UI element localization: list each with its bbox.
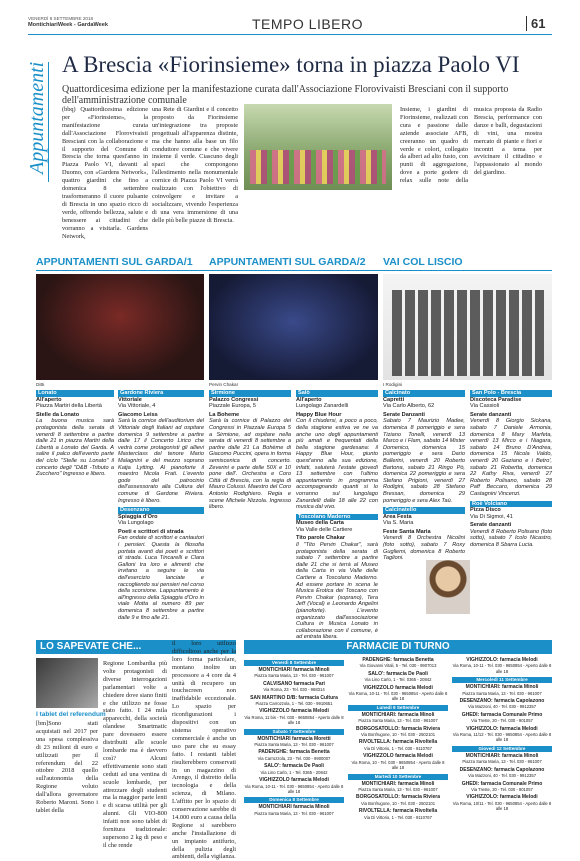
photo-garda2 xyxy=(209,274,378,380)
listing-col-2 xyxy=(118,390,204,621)
listing-event: Giacomo Leiss xyxy=(118,411,158,418)
pharmacy-day: Sabato 7 Settembre xyxy=(244,729,344,735)
pharmacy-address: Via Roma, 11 bis - Tel. 030 - 9650854 - Aperto dalle 8 alle 18 xyxy=(244,714,344,726)
listing-event-2: Tito parole Chakar xyxy=(296,535,346,542)
listing-venue: Vittoriale xyxy=(118,396,142,403)
pharmacy-name: GHEDI: farmacia Comunale Primo xyxy=(461,711,543,718)
pharmacy-day: Mercoledì 11 Settembre xyxy=(452,677,552,683)
pharmacy-address: Via Roma, 10/11 - Tel. 030 - 9650854 - Aperto dalle 8 alle 18 xyxy=(452,800,552,812)
listing-town-2: Desenzano xyxy=(118,507,204,514)
section-rule xyxy=(36,270,552,271)
listing-addr: Piazza Martiri della Libertà xyxy=(36,403,102,410)
farmacie-col-2 xyxy=(348,658,448,823)
listing-addr-2: Via Di Sigmoi, 41 xyxy=(470,513,513,520)
listing-town: Salò xyxy=(296,390,378,397)
pharmacy-name: VIGHIZZOLO: farmacia Melodi xyxy=(466,657,538,663)
listing-text: Sarà la cornice di Palazzo dei Congressi in Piazzale Europa 5 a Sirmione, ad ospitare nella serata di venerdì 8 settembre a partire dalle 21 La Bohème di Giacomo Puccini, opera in forma semiscenica di concerto. Zeverini e parte delle 50X e 10 pone dell'. Orchestra e Coro Città di Brescia, con la regia di Mauro Colussi. Maestro del Coro Antonio Rodighiero. Regia e scene Michele Nizzola. Ingresso libero. xyxy=(209,418,291,511)
sapevate-title: LO SAPEVATE CHE... xyxy=(36,640,236,654)
pharmacy-address: Via Lino Carlo, 1 - Tel. 0365 - 20842 xyxy=(364,677,432,683)
listing-event: Serate danzanti xyxy=(470,411,512,418)
pharmacy-name: BORGOSATOLLO: farmacia Riviera xyxy=(355,725,440,732)
pharmacy-address: Via Lino Carlo, 1 - Tel. 0365 - 20842 xyxy=(260,769,328,775)
pharmacy-address: Piazza Carrozzola, 1 - Tel. 030 - 9910651 xyxy=(255,701,333,707)
listing-text: Venerdì 8 Giorgio Sickana, sabato 7 Daniele Armonia, domenica 8 Mary Marfeta, venerdì 13 Mirco e i Niagara, sabato 14 Bruno D'Andrea, domenica 15 Nicola Valdo, venerdì 20 Gaziano e i Betro', sabato 21 Robertta, domenica 22 Kathy Riva, venerdì 27 Roberto Polisano, sabato 28 Paff Beccaro, domenica 29 Castagnini Vincenzi. xyxy=(470,418,552,497)
pharmacy-name: SALO': farmacia De Paoli xyxy=(368,670,428,677)
pharmacy-name: VIGHIZZOLO: farmacia Melodi xyxy=(466,794,538,801)
pharmacy-address: Via Mazzoni, 40 - Tel. 030 - 9912357 xyxy=(467,704,537,710)
pharmacy-address: Via Treste, 20 - Tel. 030 - 901057 xyxy=(471,718,533,724)
section-garda1: APPUNTAMENTI SUL GARDA/1 xyxy=(36,256,193,268)
article-photo-flowers xyxy=(250,150,386,184)
listing-text-2: Fan ondate di scrittori e cantautori i pensieri. Questa la filosofia portata avanti dai poeti e scrittori di strada. Luca Tincarelli e Clara Galloni tra loro e alimenti che invitano a seguire le via dell'esercizio lanciate e raccogliendo sui pensieri nel corso della scorsione. Lappuntamento è all'ingresso della Spiaggia d'Oro in viale Motta al numero 89 per domenica 8 settembre a partire dalle 9 e fino alle 21. xyxy=(118,535,204,621)
listing-event-2: Feste Santa Maria xyxy=(383,528,431,535)
pharmacy-address: Via Di Vittorio, 1 - Tel. 030 - 9110767 xyxy=(364,745,432,751)
pharmacy-name: CALVISANO farmacia Pari xyxy=(263,680,325,687)
photo-credit-1: DiBi xyxy=(36,382,45,387)
pharmacy-address: Via Di Vittorio, 1 - Tel. 030 - 9110767 xyxy=(364,814,432,820)
listing-addr-2: Via Lungolago xyxy=(118,520,154,527)
listing-venue-2: Museo della Carta xyxy=(296,520,344,527)
listing-town: Gardone Riviera xyxy=(118,390,204,397)
listing-addr: Via Vittoriale, 4 xyxy=(118,403,156,410)
listing-addr: Via Carlo Alberto, 62 xyxy=(383,403,435,410)
listing-text-2: Venerdì 8 Orchestra Nicolini (foto sotto), sabato 7 Roxy Gugliemi, domenica 8 Roberto Taglioni. xyxy=(383,535,465,562)
page-number: 61 xyxy=(526,16,545,31)
listing-text: Con il chiudersi, a poco a poco, della stagione estiva ve ne va anche uno degli appuntamenti più amati e frequentati della bella stagione gardesana: il Happy Blue Hour, giunto quest'anno alla sua edizione, infatti, saluterà l'estate giovedì 13 settembre con l'ultimo appuntamento in programma accompagnando quanti si lo vorranno sul lungolago Zanardelli dalle 18 alle 22 con musica dal vivo. xyxy=(296,418,378,511)
listing-venue: Discoteca Paradise xyxy=(470,396,522,403)
article-col-2: una Rete di Giardini e il concetto proposto da Fiorinsieme un'integrazione tra proposte progettuali all'apparenza distinte, ma che hanno alla base un filo conduttore comune e che vivere insieme il verde. Ciascuno degli spazi che compongono l'allestimento nella monumentale cornice di Piazza Paolo VI verrà realizzato con l'obiettivo di coinvolgere e invitare a socializzare, vivendo l'esperienza di una vera immersione di una delle più belle piazze di Brescia. xyxy=(152,106,238,224)
pharmacy-address: Piazza Santa Maria, 13 - Tel. 030 - 961007 xyxy=(358,718,438,724)
listing-venue: All'aperto xyxy=(296,396,322,403)
pharmacy-name: DESENZANO: farmacia Capolazono xyxy=(459,766,545,773)
photo-credit-3: I Rodigini xyxy=(383,382,403,387)
farmacie-col-1 xyxy=(244,658,344,819)
article-col-1: (bbq) Quattordicesima edizione per «Fiorinsieme», la manifestazione curata dall'Associazione Florovivaisti Bresciani con la collaborazione e il supporto del Comune di Brescia che torna quest'anno in Piazza Paolo VI, davanti al Duomo, con «Gardens Network», quattro giardini che fino a domenica 8 settembre trasformeranno il cuore pulsante di Brescia in uno spazio ricco di verde, offrendo bellezza, salute e benessere ai cittadini che vorranno a visitarla. Gardens Network, xyxy=(62,106,148,240)
pharmacy-name: SAN MARTINO D/B: farmacia Cultura xyxy=(250,694,338,701)
listing-venue: Palazzo Congressi xyxy=(209,396,259,403)
pharmacy-name: PADENGHE: farmacia Benetta xyxy=(362,657,434,663)
listing-venue: All'aperto xyxy=(36,396,62,403)
pharmacy-address: Via Giovanni Vitali, 5 - Tel. 030 - 9907013 xyxy=(359,663,437,669)
pharmacy-name: SALO': farmacia De Paoli xyxy=(264,763,324,770)
headline: A Brescia «Fiorinsieme» torna in piazza Paolo VI xyxy=(62,52,520,77)
listing-addr-2: Via S. Maria xyxy=(383,520,414,527)
listing-col-5 xyxy=(383,390,465,562)
listing-photo-nicolini xyxy=(426,560,470,614)
pharmacy-name: VIGHIZZOLO farmacia Melodi xyxy=(363,753,433,760)
listing-col-4 xyxy=(296,390,378,641)
photo-credit-2: Pervin Chakar xyxy=(209,382,239,387)
pharmacy-name: MONTICHIARI: farmacia Minoli xyxy=(465,684,539,691)
sapevate-col-1: [bm]Sono stati acquistati nel 2017 per una spesa complessiva di 23 milioni di euro e utilizzati per il referendum del 22 ottobre 2018 quello sull'autonomia della Regione voluto dall'allora governatore Roberto Maroni. Sono i tablet della xyxy=(36,720,98,814)
pharmacy-name: PADENGHE: farmacia Benetta xyxy=(258,749,330,756)
pharmacy-address: Piazza Santa Maria, 13 - Tel. 030 - 961007 xyxy=(358,786,438,792)
section-liscio: VAI COL LISCIO xyxy=(383,256,463,268)
sapevate-subtitle: I tablet del referendum xyxy=(36,711,106,718)
pharmacy-name: DESENZANO: farmacia Capolazono xyxy=(459,698,545,705)
pharmacy-name: MONTICHIARI: farmacia Minoli xyxy=(361,711,435,718)
section-garda2: APPUNTAMENTI SUL GARDA/2 xyxy=(209,256,366,268)
listing-addr: Via Cassioli xyxy=(470,403,500,410)
pharmacy-address: Via Roma, 23 - Tel. 030 - 968314 xyxy=(263,687,325,693)
listing-col-6 xyxy=(470,390,552,549)
listing-town: Calcinato xyxy=(383,390,465,397)
pharmacy-day: Domenica 8 Settembre xyxy=(244,797,344,803)
listing-event: Happy Blue Hour xyxy=(296,411,342,418)
listing-text: La buona musica sarà protagonista della serata di venerdì 8 settembre a partire dalle 21 in piazza Martiri della Libertà a Lonato del Garda. A salire il palco dell'evento parte del ciclo "Stelle su Lonato" il concerto degli "D&B -Tributo a Zucchero" Ingresso e libero. xyxy=(36,418,114,478)
pharmacy-name: MONTICHIARI farmacia Minoli xyxy=(258,667,330,673)
pharmacy-address: Piazza Santa Maria, 13 - Tel. 030 - 961007 xyxy=(254,673,334,679)
pharmacy-address: Via Roma, 10-11 - Tel. 030 - 9650854 - Aperto dalle 8 alle 18 xyxy=(452,663,552,674)
pharmacy-name: MONTICHIARI farmacia Minoli xyxy=(258,804,330,811)
listing-town-2: Roè Volciano xyxy=(470,501,552,508)
listing-event: Stelle da Lonato xyxy=(36,411,80,418)
pharmacy-name: MONTICHIARI farmacia Moretti xyxy=(257,735,331,742)
subhead: Quattordicesima edizione per la manifestazione curata dall'Associazione Florovivaisti Bresciani con il supporto dell'amministrazione comunale xyxy=(62,84,509,106)
sapevate-photo xyxy=(36,658,98,708)
pharmacy-address: Via Mazzoni, 40 - Tel. 030 - 9912357 xyxy=(467,773,537,779)
pharmacy-address: Via Roma, 10-11 - Tel. 030 - 9650854 - Aperto dalle 8 alle 18 xyxy=(348,691,448,702)
pharmacy-address: Piazza Santa Maria, 13 - Tel. 030 - 961007 xyxy=(254,810,334,816)
pharmacy-address: Piazza Santa Maria, 13 - Tel. 030 - 961007 xyxy=(462,690,542,696)
pharmacy-address: Via Bonfrugone, 10 - Tel. 030 - 2502101 xyxy=(360,800,436,806)
listing-col-1 xyxy=(36,390,114,478)
listing-town: San Polo - Brescia xyxy=(470,390,552,397)
masthead-rule xyxy=(28,34,552,35)
pharmacy-day: Martedì 10 Settembre xyxy=(348,774,448,780)
listing-text-2: Venerdì 8 Roberto Polisano (foto sotto), sabato 7 Icolo Nicastro, domenica 8 Sbarra Lucia. xyxy=(470,528,552,549)
pharmacy-day: Lunedì 9 Settembre xyxy=(348,705,448,711)
listing-town: Sirmione xyxy=(209,390,291,397)
listing-venue-2: Pizza Disco xyxy=(470,507,501,514)
sapevate-col-2: Regione Lombardia più volte protagonisti di diverse interrogazioni parlamentari volte a chiedere dove siano finiti e che utilizzo ne fosse stato fatto. I 24 mila apparecchi, della società olandese Smartmatic pare dovessero essere distribuiti alle scuole lombarde ma è davvero così? Alcuni effettivamente sono stati ceduti ad una ventina di scuole lombarde, per attrezzare degli studenti ma la maggior parte lenti e di scarsa utilità per gli alunni. Gli VIO-800 infatti non sono tablet di fornitura tradizionale: supersono 2 kg di peso e il che rende xyxy=(103,660,167,849)
pharmacy-name: VIGHIZZOLO farmacia Melodi xyxy=(363,684,433,691)
pharmacy-name: VIGHIZZOLO farmacia Melodi xyxy=(259,708,329,715)
pharmacy-address: Via Carrozzola, 23 - Tel. 030 - 9900007 xyxy=(257,755,331,761)
pharmacy-name: RIVOLTELLA: farmacia Rivoltella xyxy=(358,808,438,815)
pharmacy-name: BORGOSATOLLO: farmacia Riviera xyxy=(355,794,440,801)
pharmacy-name: RIVOLTELLA: farmacia Rivoltella xyxy=(358,739,438,746)
masthead xyxy=(28,14,552,44)
sapevate-col-3: il loro utilizzo difficoltoso anche per la loro forma particolare, montano inoltre un processore a 4 core da 4 unità di recupero un touchscreen non inaffidabile eccezionale. Lo spazio per riconfigurazioni i dispositivi con un sistema operativo commerciale è anche un uso pare che su essay fatto. I restanti tablet risulterebbero conservati in un magazzino di Arengo, il distretto della tecnologia e della scienza, di Milano. L'affitto per lo spazio di conservazione sarebbe di 14.000 euro a causa della Regione si sarebbero anche l'installazione di un impianto antifurto, della pulizia degli ambienti, della vigilanza. xyxy=(172,640,236,861)
listing-addr: Piazzale Europa, 5 xyxy=(209,403,256,410)
listing-text: Sabato 7 Maurizio Madee, domenica 8 pomeriggio e sera Tiziano Tonelli, venerdì 13 Marco e i Flam, sabato 14 Mister Domenico, domenica 15 pomeriggio e sera Dario Ballerini, venerdì 20 Roberto Bartona, sabato 21 Ringo Pò, domenica 22 pomeriggio e sera Stefano Prigioni, venerdì 27 Rodigini, sabato 28 Stefano Bressan, domenica 29 pomeriggio e sera Alex Taù. xyxy=(383,418,465,504)
photo-liscio-group xyxy=(392,290,544,376)
pharmacy-name: MONTICHIARI: farmacia Minoli xyxy=(361,780,435,787)
photo-garda1 xyxy=(36,274,204,380)
listing-event: La Boheme xyxy=(209,411,240,418)
pharmacy-address: Via Roma, 10-11 - Tel. 030 - 9650854 - Aperto dalle 8 alle 18 xyxy=(244,783,344,794)
pharmacy-day: Venerdì 8 Settembre xyxy=(244,660,344,666)
farmacie-title: FARMACIE DI TURNO xyxy=(244,640,552,654)
pharmacy-name: VIGHIZZOLO farmacia Melodi xyxy=(259,777,329,784)
pharmacy-address: Via Roma, 10 - Tel. 030 - 9650854 - Aperto dalle 8 alle 18 xyxy=(351,759,445,771)
listing-event-2: Poeti e scrittori di strada xyxy=(118,528,184,535)
listing-town-2: Toscolano Maderno xyxy=(296,514,378,521)
pharmacy-address: Via Treste, 20 - Tel. 030 - 901057 xyxy=(471,786,533,792)
listing-addr: Lungolago Zanardelli xyxy=(296,403,349,410)
side-rule xyxy=(48,62,49,182)
listing-town-2: Calcinatello xyxy=(383,507,465,514)
listing-venue: Capretti xyxy=(383,396,405,403)
pharmacy-name: MONTICHIARI: farmacia Minoli xyxy=(465,752,539,759)
listing-event-2: Serate danzanti xyxy=(470,522,512,529)
listing-text: Sarà la cornice dell'auditorium del Vittoriale degli Italiani ad ospitare domenica 9 settembre a partire dalle 17 il Concerto Lirico che vedrà come protagonisti gli allievi Masterclass del tenore Mario Malagnini e del mezzo soprano Katja Lytting. Al pianoforte il maestro Nicola Frati. L'evento gode del patrocinio dell'assessorato alla Cultura del comune di Gardone Riviera. Ingresso è libero. xyxy=(118,418,204,504)
listing-text-2: Il "Tito Pervin Chakar", sarà protagonista della serata di sabato 7 settembre a partire dalle 21 che si terrà al Museo della Carta in via Valle delle Cartiere a Toscolano Maderno. Ad essere portare in scena le Musica Erotica dei Toscano con Pervin Chakar (soprano), Tera Jeff (Vocal) e Leonardo Angelini (pianoforte). L'evento organizzato dall'associazione Cultura in Musica Lonato in collaborazione con il comune, è ad entrata libera. xyxy=(296,542,378,641)
listing-addr-2: Via Valle delle Cartiere xyxy=(296,526,353,533)
pharmacy-address: Piazza Santa Maria, 13 - Tel. 030 - 961007 xyxy=(254,742,334,748)
pharmacy-name: GHEDI: farmacia Comunale Primo xyxy=(461,780,543,787)
pharmacy-address: Piazza Santa Maria, 13 - Tel. 030 - 961007 xyxy=(462,759,542,765)
listing-event: Serate Danzanti xyxy=(383,411,425,418)
section-title: TEMPO LIBERO xyxy=(252,16,364,32)
pharmacy-day: Giovedì 12 Settembre xyxy=(452,746,552,752)
listing-town: Lonato xyxy=(36,390,114,397)
side-label: Appuntamenti xyxy=(26,61,48,174)
article-col-3: Insieme, i giardini di Fiorinsieme, realizzati con cura e passione dalle aziende associate AFB, creeranno un quadro di verde e colori, collegato da alberi ad alto fusto, con punti di aggregazione, dove a porte godere di relax sulle note della musica proposta da Radio Brescia, performance con danze e balli, degustazioni di vini, una mostra mercato di piante e fiori e incontri a tema per avvicinare il cittadino e l'appassionato al mondo del giardino. xyxy=(400,106,542,185)
masthead-date: VENERDÌ 8 SETTEMBRE 2018 xyxy=(28,16,94,21)
masthead-paper: MontichiariWeek - GardaWeek xyxy=(28,22,108,28)
pharmacy-address: Via Bonfrugone, 10 - Tel. 030 - 2502101 xyxy=(360,732,436,738)
listing-col-3 xyxy=(209,390,291,511)
pharmacy-name: VIGHIZZOLO: farmacia Melodi xyxy=(466,725,538,732)
listing-venue-2: Spiaggia d'Oro xyxy=(118,513,158,520)
listing-venue-2: Area Festa xyxy=(383,513,412,520)
farmacie-col-3 xyxy=(452,658,552,815)
pharmacy-address: Via Roma, 11/12 - Tel. 030 - 9650854 - Aperto dalle 8 alle 18 xyxy=(452,732,552,743)
